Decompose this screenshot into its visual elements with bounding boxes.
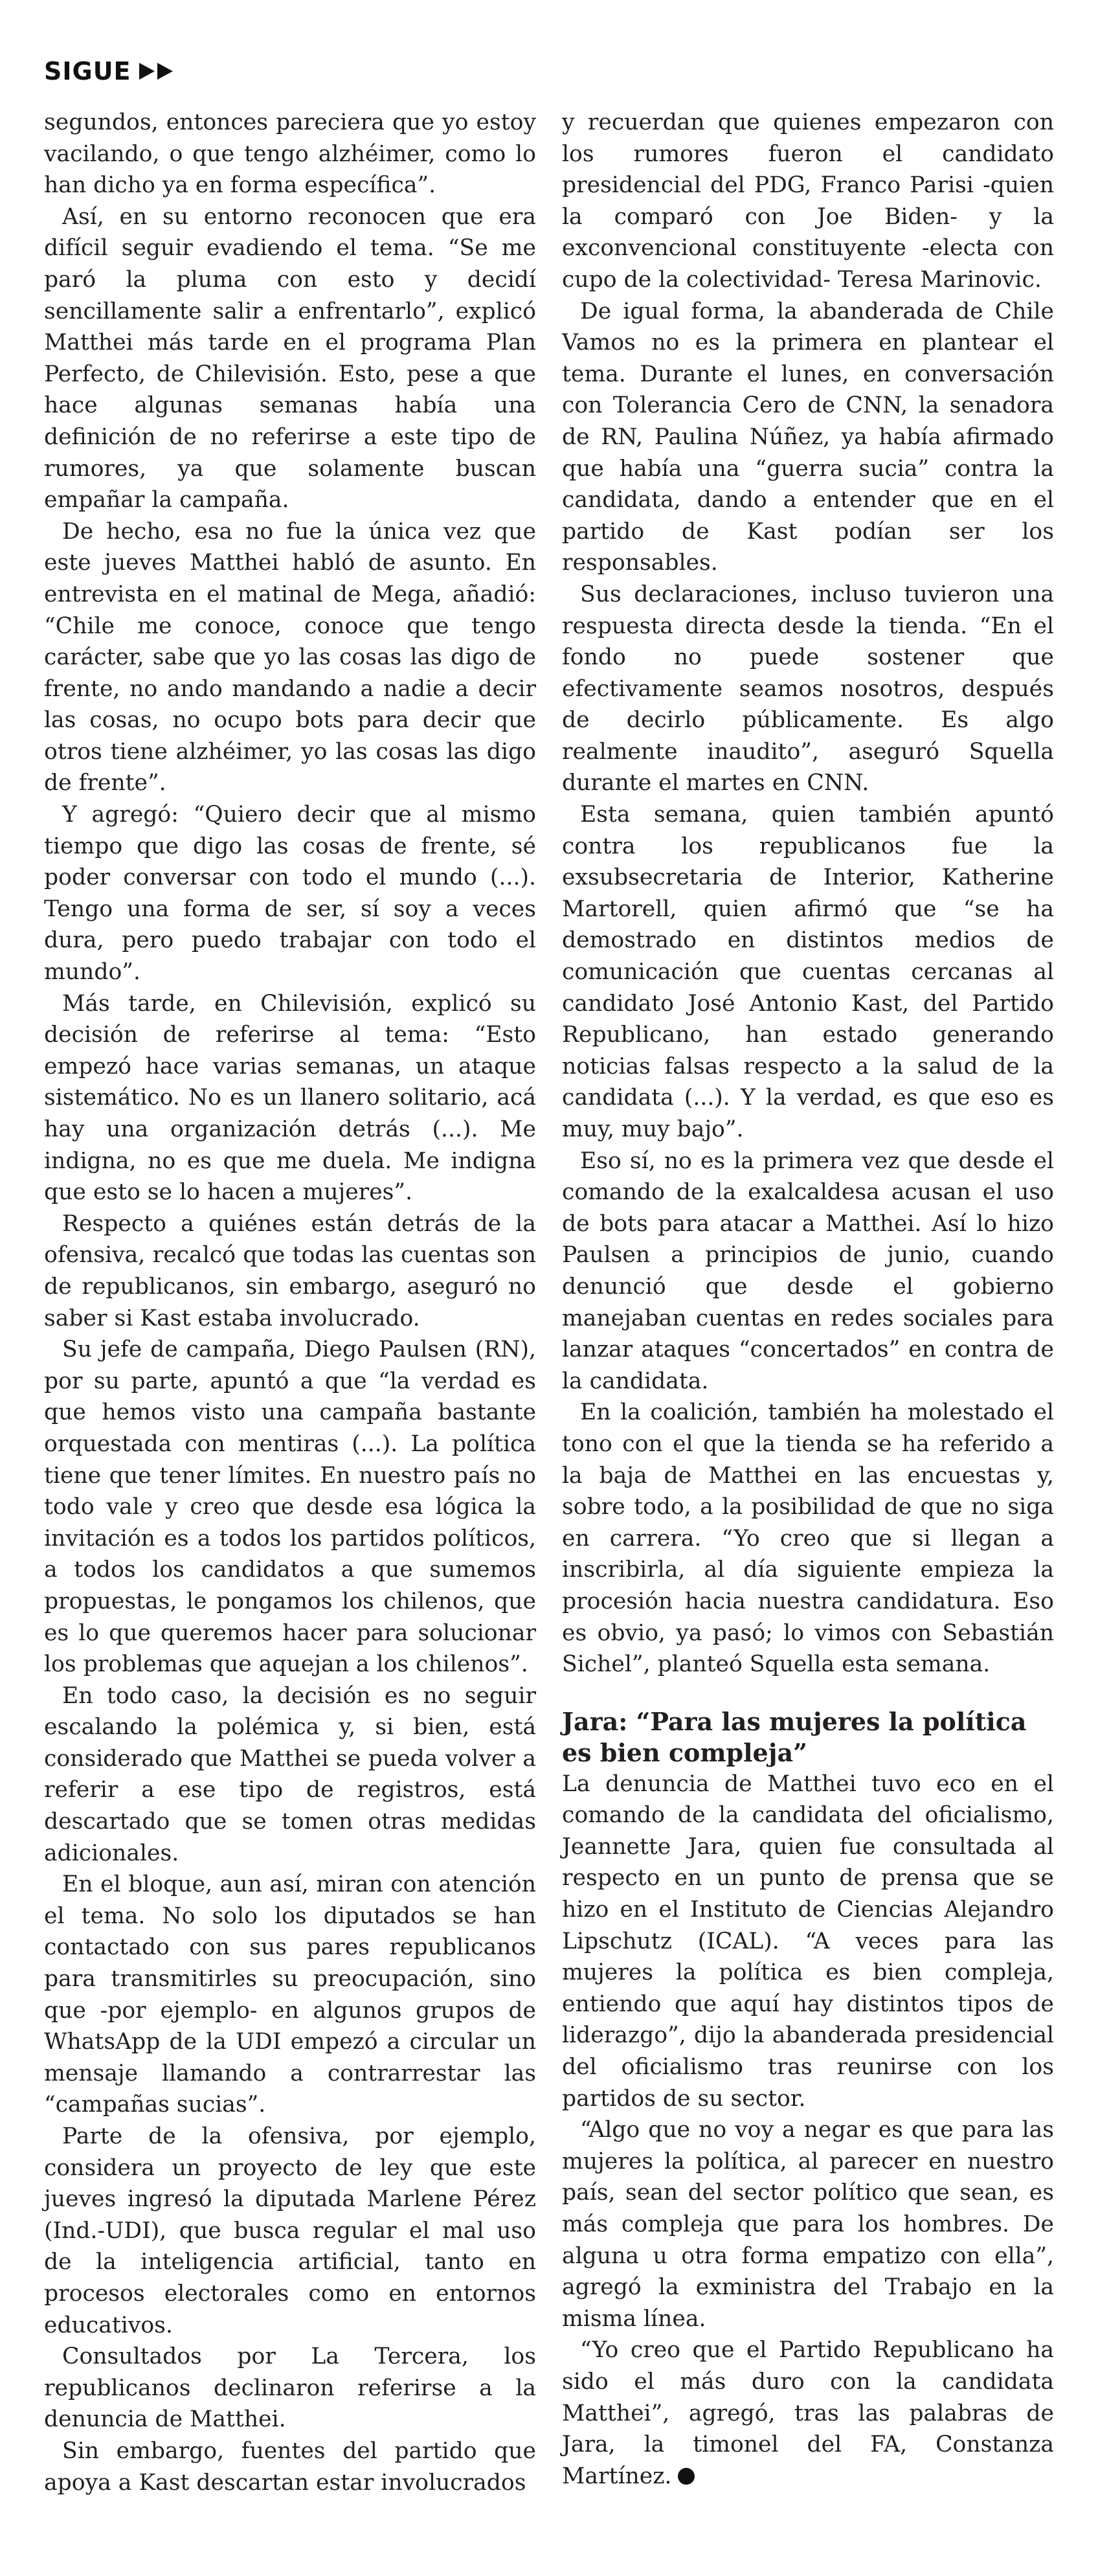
section-subheading: Jara: “Para las mujeres la política es bien compleja”: [562, 1706, 1027, 1767]
paragraph: Más tarde, en Chilevisión, explicó su decisión de referirse al tema: “Esto empezó hace varias semanas, un ataque sistemático. No es un llanero solitario, acá hay una organización detrás (...). Me indigna, no es que me duela. Me indigna que esto se lo hacen a mujeres”.: [44, 990, 536, 1206]
paragraph: Eso sí, no es la primera vez que desde el comando de la exalcaldesa acusan el uso de bots para atacar a Matthei. Así lo hizo Paulsen a principios de junio, cuando denunció que desde el gobierno manejaban cuentas en redes sociales para lanzar ataques “concertados” en contra de la candidata.: [562, 1147, 1054, 1394]
paragraph: Sin embargo, fuentes del partido que apoya a Kast descartan estar involucrados: [44, 2437, 536, 2496]
paragraph: Respecto a quiénes están detrás de la ofensiva, recalcó que todas las cuentas son de republicanos, sin embargo, aseguró no saber si Kast estaba involucrado.: [44, 1210, 536, 1331]
paragraph: Así, en su entorno reconocen que era difícil seguir evadiendo el tema. “Se me paró la pluma con esto y decidí sencillamente salir a enfrentarlo”, explicó Matthei más tarde en el programa Plan Perfecto, de Chilevisión. Esto, pese a que hace algunas semanas había una definición de no referirse a este tipo de rumores, ya que solamente buscan empañar la campaña.: [44, 203, 536, 514]
paragraph: “Algo que no voy a negar es que para las mujeres la política, al parecer en nuestro país, sean del sector político que sean, es más compleja que para los hombres. De alguna u otra forma empatizo con ella”, agregó la exministra del Trabajo en la misma línea.: [562, 2117, 1054, 2332]
paragraph: De hecho, esa no fue la única vez que este jueves Matthei habló de asunto. En entrevista en el matinal de Mega, añadió: “Chile me conoce, conoce que tengo carácter, sabe que yo las cosas las digo de frente, no ando mandando a nadie a decir las cosas, no ocupo bots para decir que otros tiene alzhéimer, yo las cosas las digo de frente”.: [44, 518, 536, 797]
paragraph: En el bloque, aun así, miran con atención el tema. No solo los diputados se han contactado con sus pares republicanos para transmitirles su preocupación, sino que -por ejemplo- en algunos grupos de WhatsApp de la UDI empezó a circular un mensaje llamando a contrarrestar las “campañas sucias”.: [44, 1871, 536, 2118]
continue-marker: [44, 52, 175, 91]
paragraph: De igual forma, la abanderada de Chile Vamos no es la primera en plantear el tema. Durante el lunes, en conversación con Tolerancia Cero de CNN, la senadora de RN, Paulina Núñez, ya había afirmado que había una “guerra sucia” contra la candidata, dando a entender que en el partido de Kast podían ser los responsables.: [562, 298, 1054, 576]
paragraph: Parte de la ofensiva, por ejemplo, considera un proyecto de ley que este jueves ingresó la diputada Marlene Pérez (Ind.-UDI), que busca regular el mal uso de la inteligencia artificial, tanto en procesos electorales como en entornos educativos.: [44, 2123, 536, 2338]
final-text: “Yo creo que el Partido Republicano ha sido el más duro con la candidata Matthei”, agregó, tras las palabras de Jara, la timonel del FA, Constanza Martínez.: [562, 2337, 1054, 2489]
right-column: [562, 107, 1054, 2492]
paragraph: La denuncia de Matthei tuvo eco en el comando de la candidata del oficialismo, Jeannette Jara, quien fue consultada al respecto en un punto de prensa que se hizo en el Instituto de Ciencias Alejandro Lipschutz (ICAL). “A veces para las mujeres la política es bien compleja, entiendo que aquí hay distintos tipos de liderazgo”, dijo la abanderada presidencial del oficialismo tras reunirse con los partidos de su sector.: [562, 1770, 1054, 2112]
paragraph: Consultados por La Tercera, los republicanos declinaron referirse a la denuncia de Matthei.: [44, 2344, 536, 2433]
paragraph: En la coalición, también ha molestado el tono con el que la tienda se ha referido a la baja de Matthei en las encuestas y, sobre todo, a la posibilidad de que no siga en carrera. “Yo creo que si llegan a inscribirla, al día siguiente empieza la procesión hacia nuestra candidatura. Eso es obvio, ya pasó; lo vimos con Sebastián Sichel”, planteó Squella esta semana.: [562, 1399, 1054, 1678]
double-arrow-right-icon: [138, 62, 175, 81]
paragraph: Y agregó: “Quiero decir que al mismo tiempo que digo las cosas de frente, sé poder conversar con todo el mundo (...). Tengo una forma de ser, sí soy a veces dura, pero puedo trabajar con todo el mundo”.: [44, 802, 536, 986]
paragraph: Esta semana, quien también apuntó contra los republicanos fue la exsubsecretaria de Interior, Katherine Martorell, quien afirmó que “se ha demostrado en distintos medios de comunicación que cuentas cercanas al candidato José Antonio Kast, del Partido Republicano, han estado generando noticias falsas respecto a la salud de la candidata (...). Y la verdad, es que eso es muy, muy bajo”.: [562, 802, 1054, 1142]
left-column: [44, 107, 536, 2498]
paragraph: segundos, entonces pareciera que yo estoy vacilando, o que tengo alzhéimer, como lo han dicho ya en forma específica”.: [44, 109, 536, 199]
sigue-label: SIGUE: [44, 57, 131, 85]
paragraph: y recuerdan que quienes empezaron con los rumores fueron el candidato presidencial del PDG, Franco Parisi -quien la comparó con Joe Biden- y la exconvencional constituyente -electa con cupo de la colectividad- Teresa Marinovic.: [562, 109, 1054, 293]
end-mark-icon: [678, 2468, 695, 2485]
paragraph: Su jefe de campaña, Diego Paulsen (RN), por su parte, apuntó a que “la verdad es que hemos visto una campaña bastante orquestada con mentiras (...). La política tiene que tener límites. En nuestro país no todo vale y creo que desde esa lógica la invitación es a todos los partidos políticos, a todos los candidatos a que sumemos propuestas, le pongamos los chilenos, que es lo que queremos hacer para solucionar los problemas que aquejan a los chilenos”.: [44, 1337, 536, 1678]
paragraph: En todo caso, la decisión es no seguir escalando la polémica y, si bien, está considerado que Matthei se pueda volver a referir a ese tipo de registros, está descartado que se tomen otras medidas adicionales.: [44, 1682, 536, 1866]
paragraph-final: [562, 2334, 1054, 2492]
paragraph: Sus declaraciones, incluso tuvieron una respuesta directa desde la tienda. “En el fondo no puede sostener que efectivamente seamos nosotros, después de decirlo públicamente. Es algo realmente inaudito”, aseguró Squella durante el martes en CNN.: [562, 581, 1054, 797]
